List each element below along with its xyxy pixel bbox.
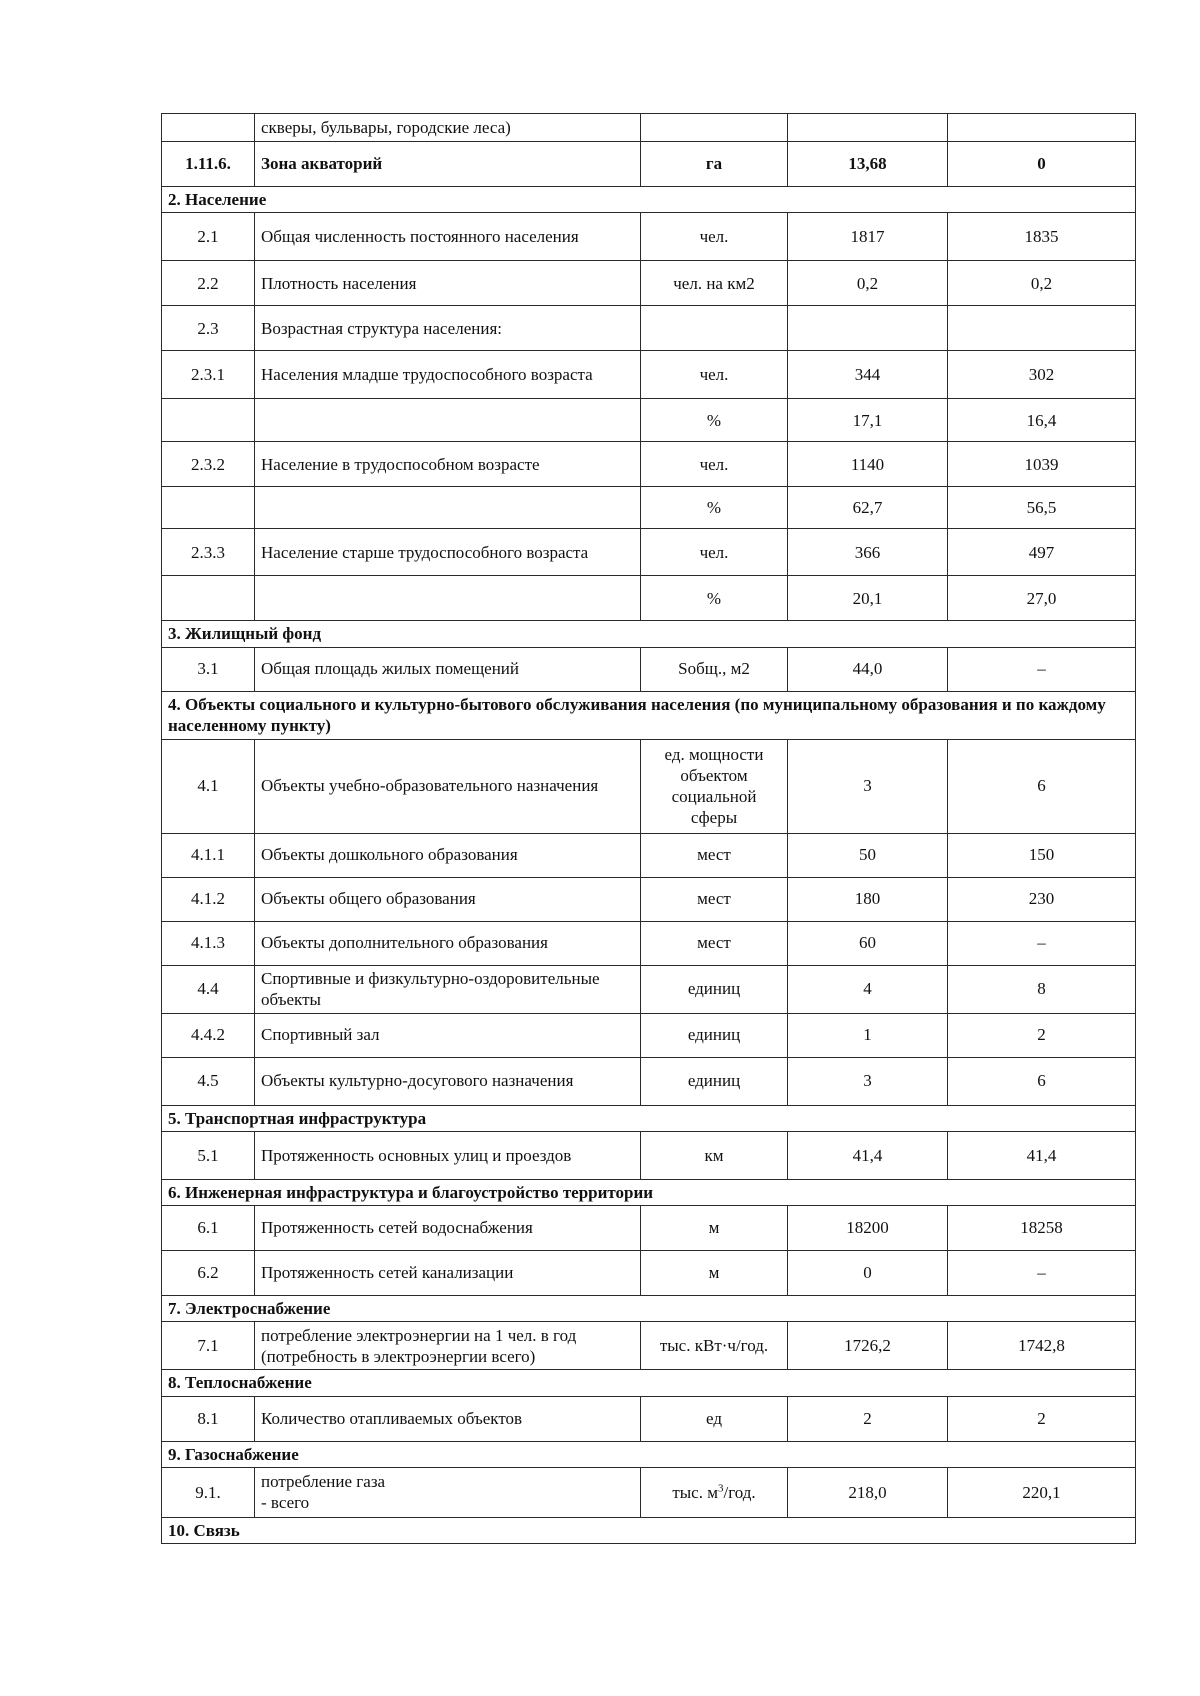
row-value-1: 0,2 (788, 261, 948, 306)
table-row (162, 142, 1136, 187)
row-unit: чел. (641, 529, 788, 576)
table-row (162, 1131, 1136, 1179)
section-heading: 8. Теплоснабжение (162, 1370, 1136, 1396)
unit-superscript: 3 (717, 1481, 724, 1494)
row-number: 6.1 (162, 1206, 255, 1251)
row-value-1: 2 (788, 1396, 948, 1441)
row-value-2: 18258 (948, 1206, 1136, 1251)
row-value-1: 18200 (788, 1206, 948, 1251)
row-unit: мест (641, 833, 788, 877)
row-name: потребление электроэнергии на 1 чел. в год (потребность в электроэнергии всего) (255, 1322, 641, 1370)
row-name: Спортивные и физкультурно-оздоровительные объекты (255, 965, 641, 1013)
row-number (162, 399, 255, 442)
row-number: 4.1 (162, 739, 255, 833)
section-heading: 10. Связь (162, 1517, 1136, 1543)
row-number (162, 576, 255, 621)
row-value-1: 13,68 (788, 142, 948, 187)
section-row (162, 1517, 1136, 1543)
row-value-2: – (948, 647, 1136, 691)
section-row (162, 1441, 1136, 1467)
section-row (162, 1105, 1136, 1131)
row-value-1: 366 (788, 529, 948, 576)
row-value-2: 6 (948, 1057, 1136, 1105)
row-number: 4.1.3 (162, 921, 255, 965)
row-value-2: 16,4 (948, 399, 1136, 442)
table-row (162, 1206, 1136, 1251)
row-number: 2.3 (162, 306, 255, 351)
row-value-1: 1726,2 (788, 1322, 948, 1370)
row-name (255, 487, 641, 529)
section-row (162, 187, 1136, 213)
row-value-1 (788, 306, 948, 351)
row-name-line: - всего (261, 1493, 310, 1513)
row-number: 9.1. (162, 1467, 255, 1517)
table-row (162, 877, 1136, 921)
row-value-2: 150 (948, 833, 1136, 877)
row-number: 6.2 (162, 1251, 255, 1296)
row-name: Возрастная структура населения: (255, 306, 641, 351)
row-name: Объекты дополнительного образования (255, 921, 641, 965)
row-value-1: 1140 (788, 442, 948, 487)
section-heading: 6. Инженерная инфраструктура и благоустройство территории (162, 1179, 1136, 1205)
table-row (162, 1322, 1136, 1370)
row-value-1: 17,1 (788, 399, 948, 442)
table-row (162, 442, 1136, 487)
table-row (162, 965, 1136, 1013)
row-name: Общая площадь жилых помещений (255, 647, 641, 691)
row-number: 8.1 (162, 1396, 255, 1441)
row-value-2: 220,1 (948, 1467, 1136, 1517)
row-number (162, 114, 255, 142)
table-row (162, 529, 1136, 576)
row-unit: ед. мощности объектом социальной сферы (641, 739, 788, 833)
table-row (162, 487, 1136, 529)
section-heading: 5. Транспортная инфраструктура (162, 1105, 1136, 1131)
row-unit: мест (641, 921, 788, 965)
row-value-2: – (948, 1251, 1136, 1296)
row-value-1: 1 (788, 1013, 948, 1057)
row-name: Общая численность постоянного населения (255, 213, 641, 261)
table-row (162, 833, 1136, 877)
section-row (162, 1370, 1136, 1396)
row-number: 1.11.6. (162, 142, 255, 187)
row-value-2: 8 (948, 965, 1136, 1013)
row-unit: Sобщ., м2 (641, 647, 788, 691)
section-heading: 4. Объекты социального и культурно-бытового обслуживания населения (по муниципальному образования и по каждому населенному пункту) (162, 691, 1136, 739)
row-number: 2.3.3 (162, 529, 255, 576)
section-row (162, 1179, 1136, 1205)
row-unit: чел. на км2 (641, 261, 788, 306)
table-row (162, 739, 1136, 833)
row-number: 4.1.1 (162, 833, 255, 877)
table-row (162, 1396, 1136, 1441)
row-name: Объекты общего образования (255, 877, 641, 921)
row-name: Зона акваторий (255, 142, 641, 187)
row-value-1: 3 (788, 1057, 948, 1105)
row-name (255, 1467, 641, 1517)
row-unit: м (641, 1251, 788, 1296)
row-number: 4.1.2 (162, 877, 255, 921)
row-name: Объекты учебно-образовательного назначения (255, 739, 641, 833)
row-value-2: 56,5 (948, 487, 1136, 529)
row-unit: км (641, 1131, 788, 1179)
row-value-2: 1742,8 (948, 1322, 1136, 1370)
row-unit: га (641, 142, 788, 187)
row-name: Количество отапливаемых объектов (255, 1396, 641, 1441)
row-value-1: 3 (788, 739, 948, 833)
table-row (162, 576, 1136, 621)
row-name (255, 576, 641, 621)
row-value-1: 218,0 (788, 1467, 948, 1517)
row-value-1: 62,7 (788, 487, 948, 529)
row-value-1: 20,1 (788, 576, 948, 621)
row-number: 2.3.2 (162, 442, 255, 487)
row-name: Объекты дошкольного образования (255, 833, 641, 877)
table-row (162, 1013, 1136, 1057)
row-unit: мест (641, 877, 788, 921)
unit-suffix: /год. (723, 1482, 756, 1502)
row-name: Плотность населения (255, 261, 641, 306)
section-heading: 2. Население (162, 187, 1136, 213)
row-number: 7.1 (162, 1322, 255, 1370)
section-row (162, 621, 1136, 647)
row-name: Спортивный зал (255, 1013, 641, 1057)
table-row (162, 306, 1136, 351)
table-row (162, 399, 1136, 442)
row-name: Население старше трудоспособного возраста (255, 529, 641, 576)
row-unit: чел. (641, 442, 788, 487)
section-heading: 3. Жилищный фонд (162, 621, 1136, 647)
row-name: Протяженность основных улиц и проездов (255, 1131, 641, 1179)
row-value-1: 44,0 (788, 647, 948, 691)
row-unit (641, 306, 788, 351)
section-heading: 7. Электроснабжение (162, 1296, 1136, 1322)
table-row (162, 1467, 1136, 1517)
table-row (162, 1251, 1136, 1296)
row-number: 2.1 (162, 213, 255, 261)
row-unit: м (641, 1206, 788, 1251)
row-value-2: 0,2 (948, 261, 1136, 306)
row-name (255, 399, 641, 442)
section-row (162, 691, 1136, 739)
row-unit: единиц (641, 965, 788, 1013)
row-name: Протяженность сетей водоснабжения (255, 1206, 641, 1251)
indicators-table (161, 113, 1136, 1544)
row-unit: единиц (641, 1013, 788, 1057)
row-name-line: потребление газа (261, 1472, 386, 1491)
unit-prefix: тыс. м (672, 1482, 718, 1502)
table-row (162, 114, 1136, 142)
row-value-1 (788, 114, 948, 142)
row-value-2 (948, 114, 1136, 142)
row-value-2: 497 (948, 529, 1136, 576)
row-name: Население в трудоспособном возрасте (255, 442, 641, 487)
row-unit (641, 114, 788, 142)
section-heading: 9. Газоснабжение (162, 1441, 1136, 1467)
row-unit: % (641, 576, 788, 621)
row-unit: тыс. кВт·ч/год. (641, 1322, 788, 1370)
row-value-1: 4 (788, 965, 948, 1013)
row-number (162, 487, 255, 529)
row-value-1: 41,4 (788, 1131, 948, 1179)
row-unit: % (641, 487, 788, 529)
row-unit: % (641, 399, 788, 442)
table-row (162, 1057, 1136, 1105)
table-row (162, 921, 1136, 965)
row-value-2: 2 (948, 1396, 1136, 1441)
row-value-2: 302 (948, 351, 1136, 399)
row-name: Объекты культурно-досугового назначения (255, 1057, 641, 1105)
row-value-1: 0 (788, 1251, 948, 1296)
row-value-1: 344 (788, 351, 948, 399)
row-unit: чел. (641, 351, 788, 399)
row-value-2: 0 (948, 142, 1136, 187)
row-number: 4.5 (162, 1057, 255, 1105)
row-name: скверы, бульвары, городские леса) (255, 114, 641, 142)
row-unit (641, 1467, 788, 1517)
row-number: 4.4 (162, 965, 255, 1013)
row-unit: единиц (641, 1057, 788, 1105)
table-row (162, 261, 1136, 306)
row-value-1: 60 (788, 921, 948, 965)
row-number: 5.1 (162, 1131, 255, 1179)
table-row (162, 647, 1136, 691)
row-value-2: 41,4 (948, 1131, 1136, 1179)
row-value-1: 180 (788, 877, 948, 921)
row-number: 4.4.2 (162, 1013, 255, 1057)
row-value-2: 1039 (948, 442, 1136, 487)
row-number: 2.3.1 (162, 351, 255, 399)
row-value-1: 1817 (788, 213, 948, 261)
row-value-2: 230 (948, 877, 1136, 921)
row-number: 2.2 (162, 261, 255, 306)
row-value-2: 2 (948, 1013, 1136, 1057)
row-name: Населения младше трудоспособного возраста (255, 351, 641, 399)
table-row (162, 213, 1136, 261)
row-value-2 (948, 306, 1136, 351)
row-value-2: 27,0 (948, 576, 1136, 621)
row-value-2: – (948, 921, 1136, 965)
row-unit: ед (641, 1396, 788, 1441)
row-unit: чел. (641, 213, 788, 261)
row-value-2: 6 (948, 739, 1136, 833)
row-value-1: 50 (788, 833, 948, 877)
table-row (162, 351, 1136, 399)
row-value-2: 1835 (948, 213, 1136, 261)
row-number: 3.1 (162, 647, 255, 691)
section-row (162, 1296, 1136, 1322)
row-name: Протяженность сетей канализации (255, 1251, 641, 1296)
